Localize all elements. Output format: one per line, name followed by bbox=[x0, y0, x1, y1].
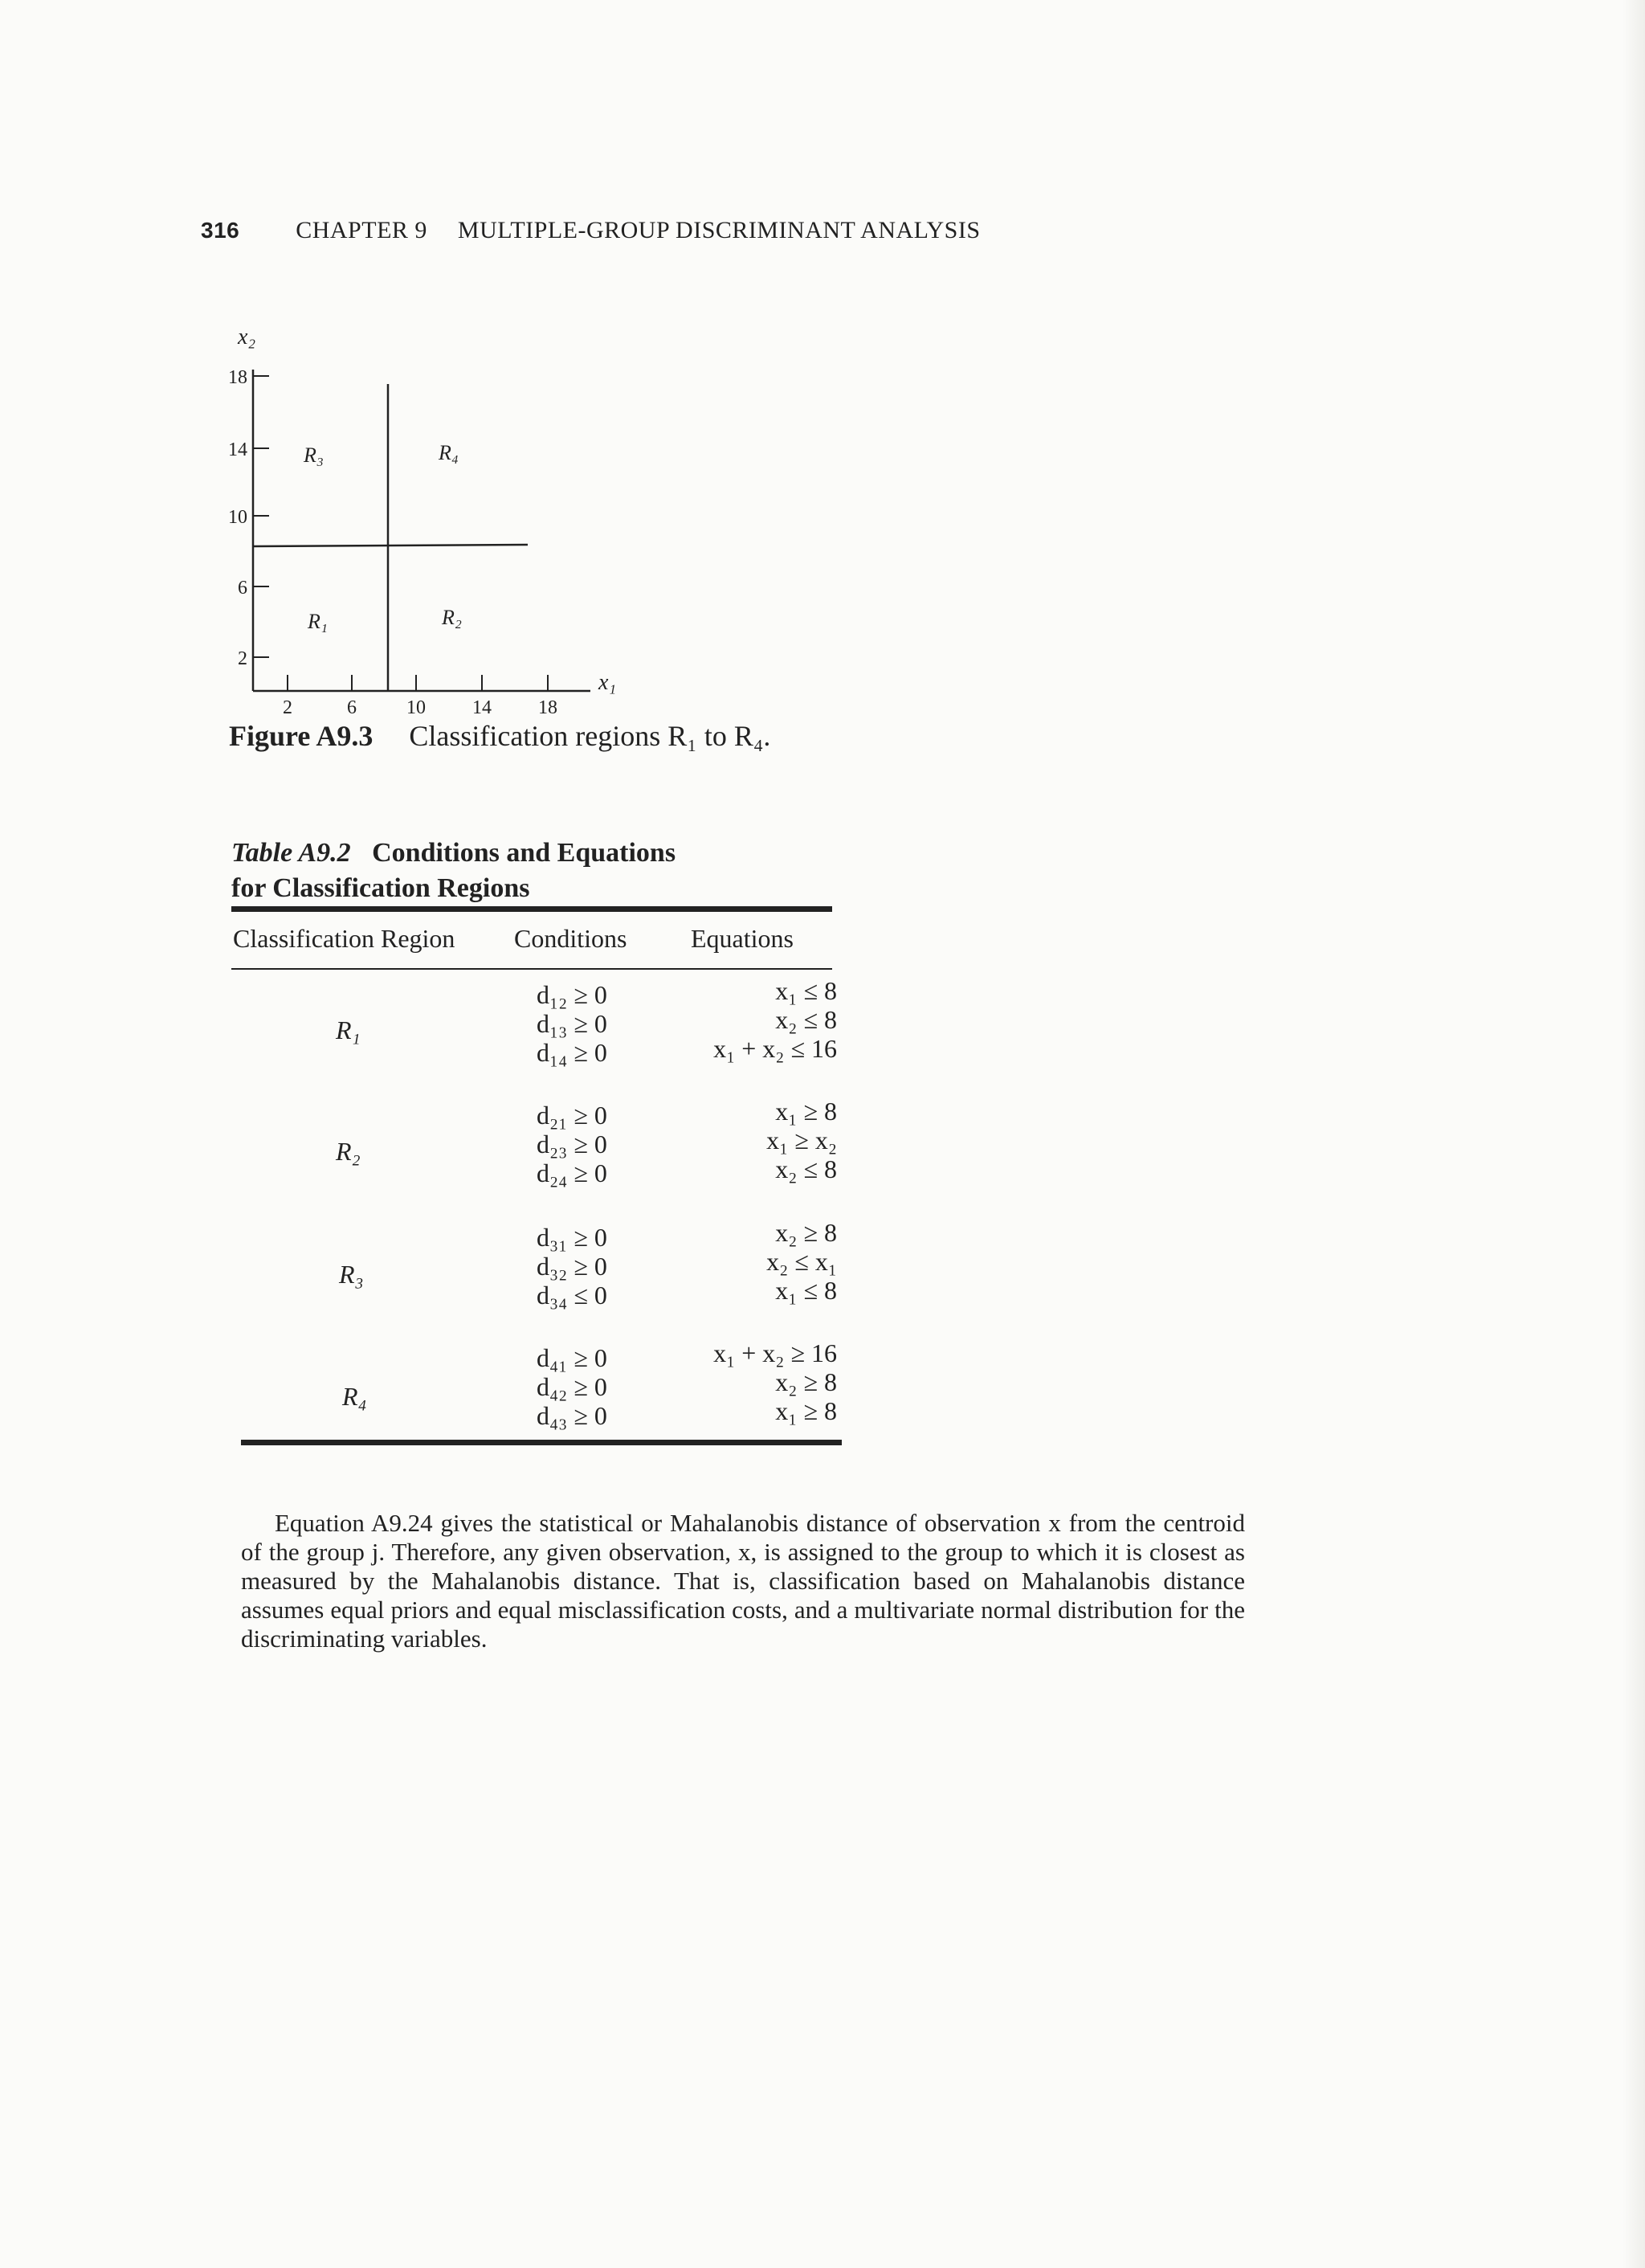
table-header-region: Classification Region bbox=[233, 924, 455, 953]
table-row-equation: x₂ ≥ 8 bbox=[775, 1218, 837, 1247]
page-edge-shadow bbox=[1623, 0, 1645, 2268]
table-row-condition: d₁₄ ≥ 0 bbox=[537, 1038, 607, 1067]
x-tick-label: 14 bbox=[472, 697, 492, 718]
figure-label: Figure A9.3 bbox=[229, 720, 373, 752]
y-tick-label: 18 bbox=[228, 367, 247, 388]
region-label-r3: R₃ bbox=[304, 443, 324, 467]
table-row-region: R₁ bbox=[336, 1015, 361, 1044]
table-row-equation: x₂ ≤ 8 bbox=[775, 1154, 837, 1183]
table-header-conditions: Conditions bbox=[514, 924, 627, 953]
running-header bbox=[201, 217, 981, 244]
section-title: MULTIPLE-GROUP DISCRIMINANT ANALYSIS bbox=[457, 217, 981, 243]
table-row-equation: x₂ ≤ 8 bbox=[775, 1005, 837, 1034]
table-row-equation: x₁ ≤ 8 bbox=[775, 976, 837, 1005]
table-row-equation: x₂ ≥ 8 bbox=[775, 1367, 837, 1396]
x-tick-label: 2 bbox=[283, 697, 292, 718]
table-header-rule bbox=[231, 968, 832, 970]
table-row-condition: d₂₃ ≥ 0 bbox=[537, 1130, 607, 1159]
chapter-label: CHAPTER 9 bbox=[296, 217, 427, 243]
table-row-condition: d₄₁ ≥ 0 bbox=[537, 1343, 607, 1372]
x-axis-label: x₁ bbox=[598, 670, 617, 695]
table-bottom-rule bbox=[241, 1440, 842, 1445]
x-tick-label: 6 bbox=[347, 697, 357, 718]
table-row-condition: d₄₂ ≥ 0 bbox=[537, 1372, 607, 1401]
table-title-line-2: for Classification Regions bbox=[231, 873, 530, 903]
table-row-region: R₃ bbox=[339, 1260, 364, 1289]
y-tick-label: 14 bbox=[228, 439, 247, 460]
table-row-condition: d₂₄ ≥ 0 bbox=[537, 1159, 607, 1187]
y-tick-label: 6 bbox=[238, 578, 247, 599]
table-row-equation: x₁ ≤ 8 bbox=[775, 1276, 837, 1305]
table-row-equation: x₂ ≤ x₁ bbox=[766, 1247, 837, 1276]
table-row-region: R₄ bbox=[342, 1382, 367, 1411]
table-row-equation: x₁ + x₂ ≤ 16 bbox=[713, 1034, 837, 1063]
table-row-condition: d₃₁ ≥ 0 bbox=[537, 1223, 607, 1252]
page-number: 316 bbox=[201, 218, 240, 243]
body-paragraph: Equation A9.24 gives the statistical or Mahalanobis distance of observation x from the centroid of the group j. Therefore, any given observation, x, is assigned to the group to which it is closest as measured by the Mahalanobis distance. That is, classification based on Mahalanobis distance assumes equal priors and equal misclassification costs, and a multivariate normal distribution for the discriminating variables. bbox=[241, 1509, 1245, 1653]
table-title-line-1: Conditions and Equations bbox=[372, 838, 676, 868]
region-label-r2: R₂ bbox=[442, 606, 462, 629]
table-top-rule bbox=[231, 906, 832, 912]
table-row-equation: x₁ ≥ 8 bbox=[775, 1396, 837, 1425]
boundary-x2-equals-8 bbox=[253, 545, 528, 546]
table-row-condition: d₂₁ ≥ 0 bbox=[537, 1101, 607, 1130]
table-row-condition: d₁₂ ≥ 0 bbox=[537, 980, 607, 1009]
table-row-condition: d₃₄ ≤ 0 bbox=[537, 1281, 607, 1310]
table-row-region: R₂ bbox=[336, 1137, 361, 1166]
classification-regions-figure bbox=[201, 321, 618, 723]
table-row-equation: x₁ ≥ 8 bbox=[775, 1097, 837, 1126]
table-title bbox=[231, 836, 676, 906]
region-label-r4: R₄ bbox=[439, 441, 459, 464]
table-row-condition: d₄₃ ≥ 0 bbox=[537, 1401, 607, 1430]
x-tick-label: 10 bbox=[406, 697, 426, 718]
table-row-condition: d₁₃ ≥ 0 bbox=[537, 1009, 607, 1038]
y-tick-label: 10 bbox=[228, 507, 247, 528]
x-tick-label: 18 bbox=[538, 697, 557, 718]
figure-caption bbox=[229, 719, 770, 753]
region-label-r1: R₁ bbox=[308, 610, 328, 633]
table-row-equation: x₁ + x₂ ≥ 16 bbox=[713, 1338, 837, 1367]
table-row-equation: x₁ ≥ x₂ bbox=[766, 1126, 837, 1154]
y-axis-label: x₂ bbox=[238, 325, 256, 349]
table-header-equations: Equations bbox=[691, 924, 794, 953]
y-tick-label: 2 bbox=[238, 648, 247, 669]
figure-caption-text: Classification regions R₁ to R₄. bbox=[409, 720, 771, 752]
table-row-condition: d₃₂ ≥ 0 bbox=[537, 1252, 607, 1281]
table-label: Table A9.2 bbox=[231, 838, 351, 868]
